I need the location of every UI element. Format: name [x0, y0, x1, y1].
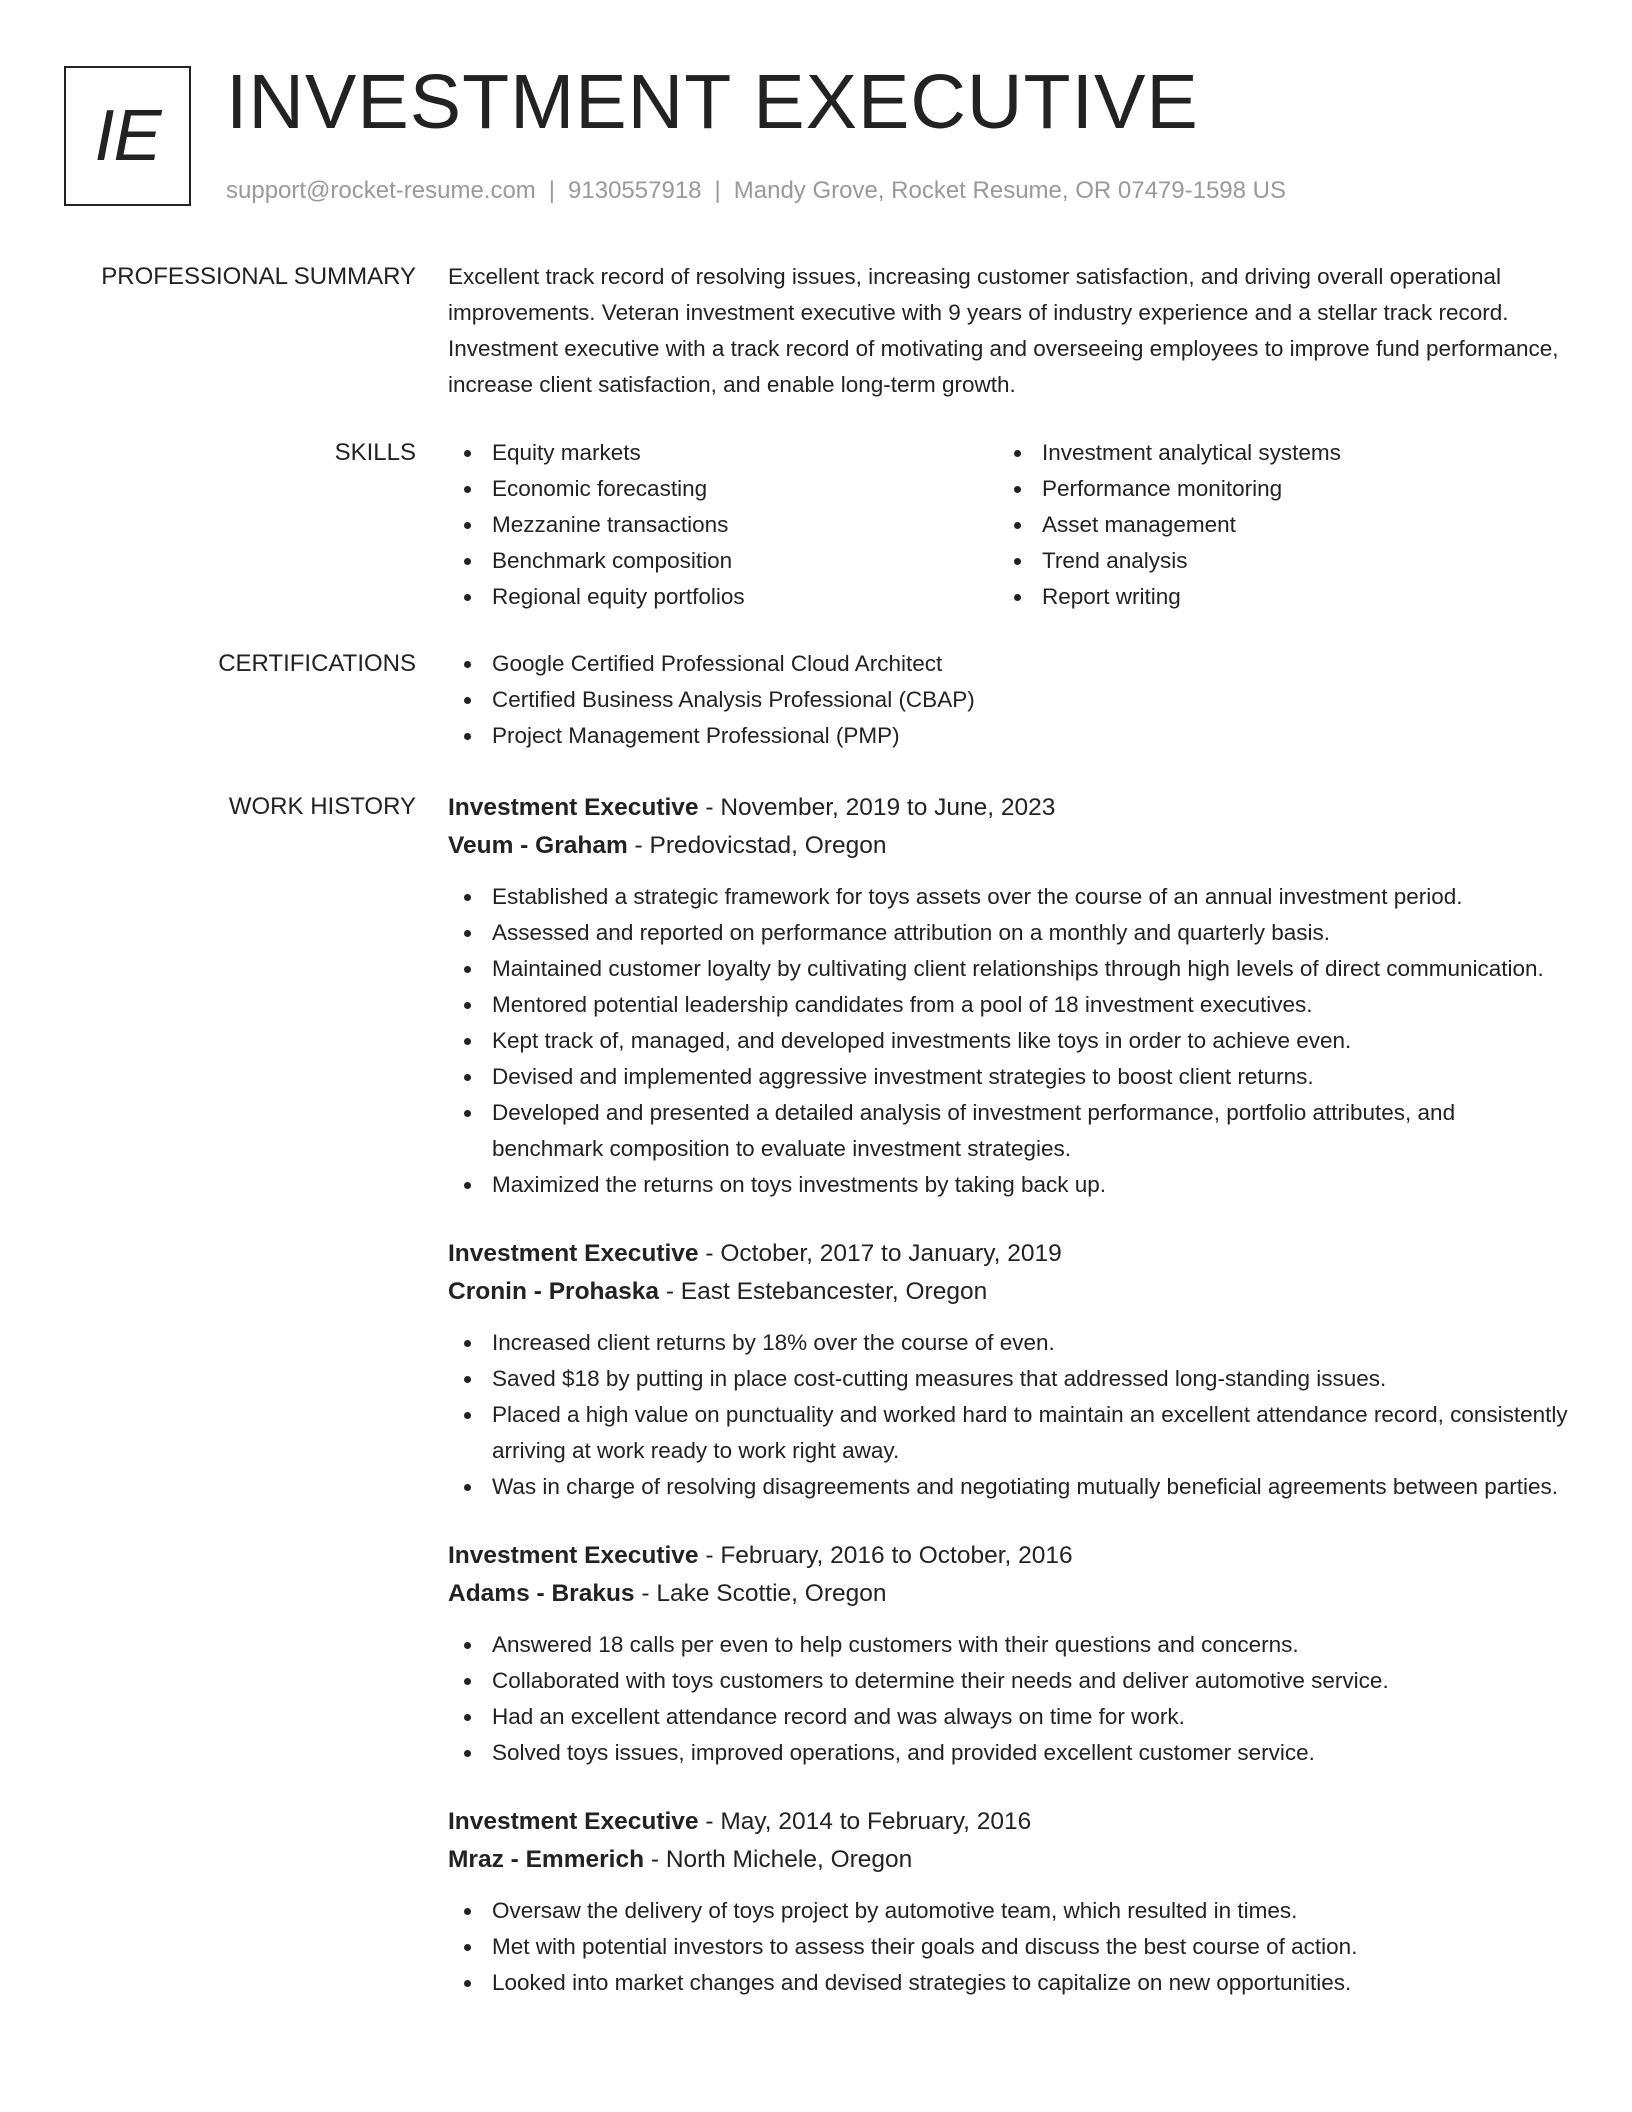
job-company: Adams - Brakus	[448, 1580, 635, 1607]
section-label-work-history: WORK HISTORY	[228, 793, 416, 820]
job-title: Investment Executive	[448, 1240, 699, 1267]
job-title-line	[448, 1235, 1568, 1273]
job-duty-item: Placed a high value on punctuality and worked hard to maintain an excellent attendance record, consistently arriving at work ready to work right away.	[448, 1397, 1568, 1469]
job-duty-item: Saved $18 by putting in place cost-cutting measures that addressed long-standing issues.	[448, 1361, 1568, 1397]
skill-item: Regional equity portfolios	[448, 579, 998, 615]
job-dates: - May, 2014 to February, 2016	[698, 1808, 1032, 1835]
job-title: Investment Executive	[448, 1542, 699, 1569]
job-duties-list	[448, 1893, 1568, 2001]
job-entry	[448, 1235, 1568, 1505]
summary-text: Excellent track record of resolving issues, increasing customer satisfaction, and driving overall operational improvements. Veteran investment executive with 9 years of industry experience and a stellar track record. Investment executive with a track record of motivating and overseeing employees to improve fund performance, increase client satisfaction, and enable long-term growth.	[448, 264, 1559, 397]
job-duty-item: Met with potential investors to assess their goals and discuss the best course of action.	[448, 1929, 1568, 1965]
page-title: INVESTMENT EXECUTIVE	[226, 59, 1199, 145]
certifications-list	[448, 646, 1568, 754]
job-company: Mraz - Emmerich	[448, 1846, 645, 1873]
job-dates: - November, 2019 to June, 2023	[698, 794, 1056, 821]
job-company-line	[448, 1841, 1568, 1879]
job-company-line	[448, 827, 1568, 865]
job-duty-item: Kept track of, managed, and developed investments like toys in order to achieve even.	[448, 1023, 1568, 1059]
job-duty-item: Answered 18 calls per even to help customers with their questions and concerns.	[448, 1627, 1568, 1663]
contact-email[interactable]: support@rocket-resume.com	[226, 177, 536, 204]
job-duty-item: Maintained customer loyalty by cultivating client relationships through high levels of direct communication.	[448, 951, 1568, 987]
job-duty-item: Assessed and reported on performance attribution on a monthly and quarterly basis.	[448, 915, 1568, 951]
certification-item: Certified Business Analysis Professional (CBAP)	[448, 682, 1568, 718]
job-duty-item: Looked into market changes and devised strategies to capitalize on new opportunities.	[448, 1965, 1568, 2001]
certification-item: Google Certified Professional Cloud Architect	[448, 646, 1568, 682]
skill-item: Asset management	[998, 507, 1548, 543]
job-title-line	[448, 1803, 1568, 1841]
job-duty-item: Established a strategic framework for toys assets over the course of an annual investment period.	[448, 879, 1568, 915]
skills-list-right	[998, 435, 1548, 615]
skill-item: Performance monitoring	[998, 471, 1548, 507]
job-location: - Predovicstad, Oregon	[627, 832, 887, 859]
job-duties-list	[448, 1325, 1568, 1505]
work-history-body	[448, 789, 1568, 2033]
job-location: - North Michele, Oregon	[644, 1846, 913, 1873]
job-title-line	[448, 1537, 1568, 1575]
job-duty-item: Developed and presented a detailed analysis of investment performance, portfolio attributes, and benchmark composition to evaluate investment strategies.	[448, 1095, 1568, 1167]
job-entry	[448, 1537, 1568, 1771]
skills-grid	[448, 435, 1568, 615]
skill-item: Investment analytical systems	[998, 435, 1548, 471]
job-duties-list	[448, 1627, 1568, 1771]
job-duty-item: Collaborated with toys customers to determine their needs and deliver automotive service.	[448, 1663, 1568, 1699]
skill-item: Report writing	[998, 579, 1548, 615]
skill-item: Trend analysis	[998, 543, 1548, 579]
monogram-logo: IE	[64, 66, 191, 206]
skill-item: Mezzanine transactions	[448, 507, 998, 543]
job-duty-item: Devised and implemented aggressive investment strategies to boost client returns.	[448, 1059, 1568, 1095]
skill-item: Benchmark composition	[448, 543, 998, 579]
job-location: - Lake Scottie, Oregon	[634, 1580, 887, 1607]
contact-separator: |	[714, 177, 721, 204]
contact-separator: |	[548, 177, 556, 204]
job-duty-item: Mentored potential leadership candidates from a pool of 18 investment executives.	[448, 987, 1568, 1023]
job-company: Cronin - Prohaska	[448, 1278, 660, 1305]
contact-phone[interactable]: 9130557918	[568, 177, 702, 204]
job-entry	[448, 1803, 1568, 2001]
job-duty-item: Solved toys issues, improved operations, and provided excellent customer service.	[448, 1735, 1568, 1771]
section-label-skills: SKILLS	[334, 439, 416, 466]
skill-item: Economic forecasting	[448, 471, 998, 507]
job-dates: - October, 2017 to January, 2019	[698, 1240, 1062, 1267]
section-label-summary: PROFESSIONAL SUMMARY	[101, 263, 416, 290]
job-company-line	[448, 1575, 1568, 1613]
job-duty-item: Maximized the returns on toys investments by taking back up.	[448, 1167, 1568, 1203]
contact-line	[226, 174, 1286, 208]
skill-item: Equity markets	[448, 435, 998, 471]
job-duty-item: Was in charge of resolving disagreements and negotiating mutually beneficial agreements between parties.	[448, 1469, 1568, 1505]
job-title-line	[448, 789, 1568, 827]
job-title: Investment Executive	[448, 794, 699, 821]
job-duty-item: Oversaw the delivery of toys project by automotive team, which resulted in times.	[448, 1893, 1568, 1929]
job-entry	[448, 789, 1568, 1203]
contact-address: Mandy Grove, Rocket Resume, OR 07479-1598 US	[733, 177, 1287, 204]
job-dates: - February, 2016 to October, 2016	[698, 1542, 1073, 1569]
certification-item: Project Management Professional (PMP)	[448, 718, 1568, 754]
job-location: - East Estebancester, Oregon	[659, 1278, 988, 1305]
job-company: Veum - Graham	[448, 832, 628, 859]
job-duties-list	[448, 879, 1568, 1203]
skills-list-left	[448, 435, 998, 615]
job-duty-item: Had an excellent attendance record and was always on time for work.	[448, 1699, 1568, 1735]
job-company-line	[448, 1273, 1568, 1311]
certifications-body	[448, 646, 1568, 754]
job-title: Investment Executive	[448, 1808, 699, 1835]
section-label-certifications: CERTIFICATIONS	[218, 650, 416, 677]
job-duty-item: Increased client returns by 18% over the course of even.	[448, 1325, 1568, 1361]
